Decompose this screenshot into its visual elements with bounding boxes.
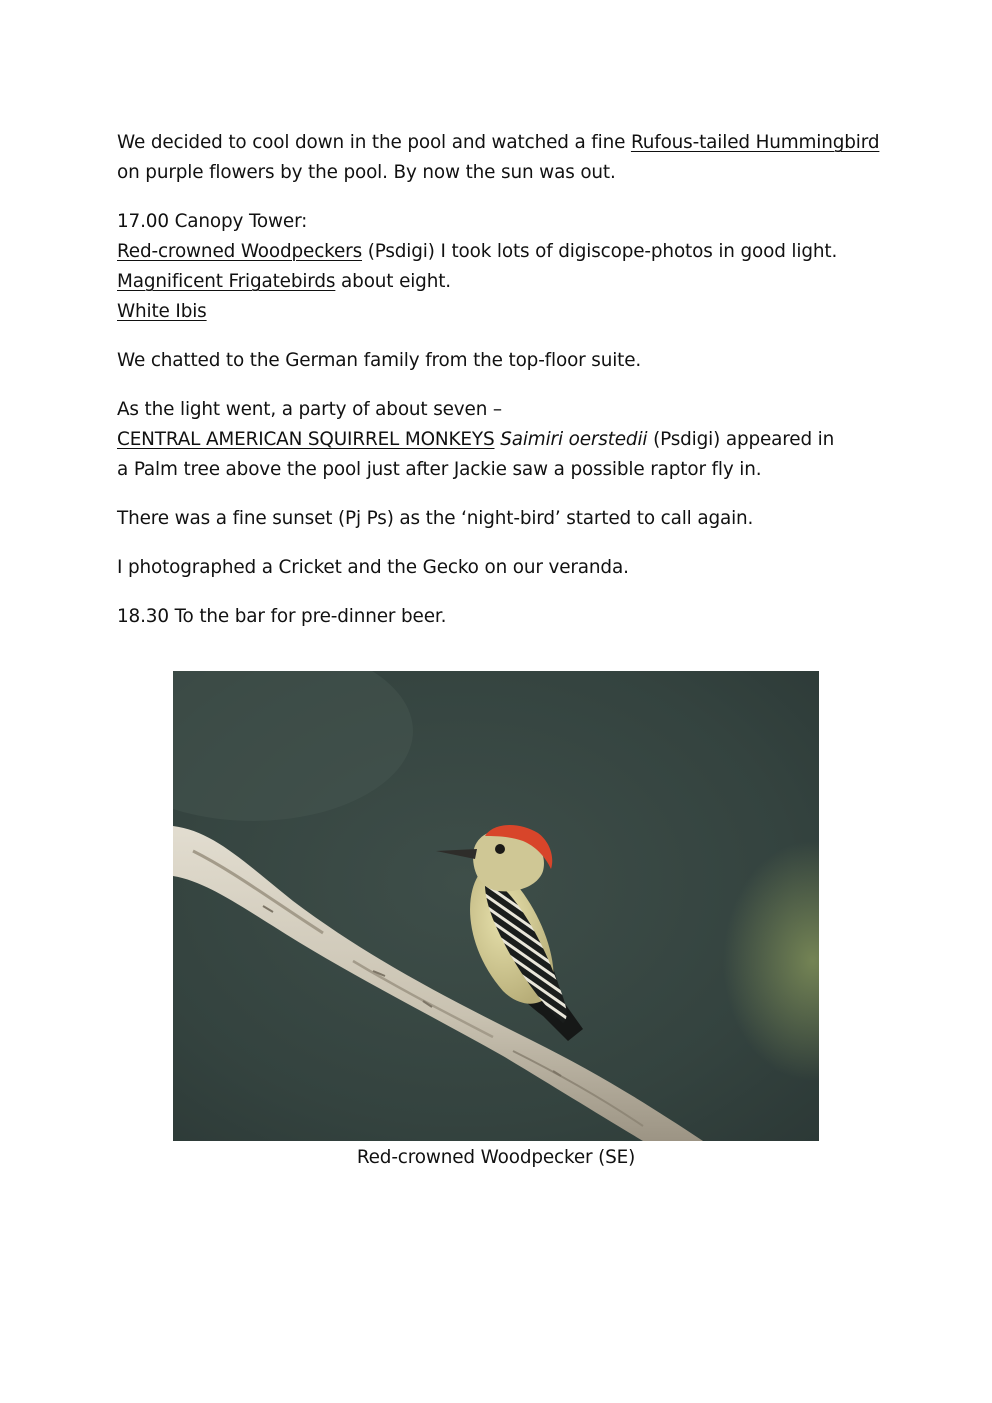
species-link-woodpeckers: Red-crowned Woodpeckers — [117, 241, 363, 262]
photo-caption: Red-crowned Woodpecker (SE) — [356, 1147, 636, 1168]
paragraph-bar: 18.30 To the bar for pre-dinner beer. — [117, 606, 447, 627]
species-link-frigatebirds: Magnificent Frigatebirds — [117, 271, 336, 292]
species-link-ibis: White Ibis — [117, 301, 207, 322]
line — [117, 425, 897, 455]
line: on purple flowers by the pool. By now the sun was out. — [117, 162, 616, 183]
text: about eight. — [335, 271, 451, 292]
text: (Psdigi) appeared in — [647, 429, 835, 450]
text: We decided to cool down in the pool and watched a fine — [117, 132, 631, 153]
paragraph-hummingbird — [117, 128, 897, 188]
document-body — [117, 128, 897, 651]
line: a Palm tree above the pool just after Jackie saw a possible raptor fly in. — [117, 459, 762, 480]
latin-name: Saimiri oerstedii — [500, 429, 648, 450]
woodpecker-photo-image — [173, 671, 819, 1141]
line — [117, 297, 897, 327]
species-link-monkeys: CENTRAL AMERICAN SQUIRREL MONKEYS — [117, 429, 495, 450]
line — [117, 128, 897, 158]
paragraph-sunset: There was a fine sunset (Pj Ps) as the ‘night-bird’ started to call again. — [117, 508, 754, 529]
species-link-hummingbird: Rufous-tailed Hummingbird — [630, 132, 880, 153]
paragraph-monkeys — [117, 395, 897, 485]
paragraph-canopy-tower — [117, 207, 897, 327]
text: (Psdigi) I took lots of digiscope-photos in good light. — [362, 241, 838, 262]
paragraph-cricket: I photographed a Cricket and the Gecko on our veranda. — [117, 557, 629, 578]
line — [117, 237, 897, 267]
line — [117, 267, 897, 297]
paragraph-german-family: We chatted to the German family from the top-floor suite. — [117, 350, 642, 371]
woodpecker-photo — [173, 671, 819, 1141]
canopy-tower-heading: 17.00 Canopy Tower: — [117, 211, 308, 232]
line: As the light went, a party of about seven – — [117, 399, 502, 420]
